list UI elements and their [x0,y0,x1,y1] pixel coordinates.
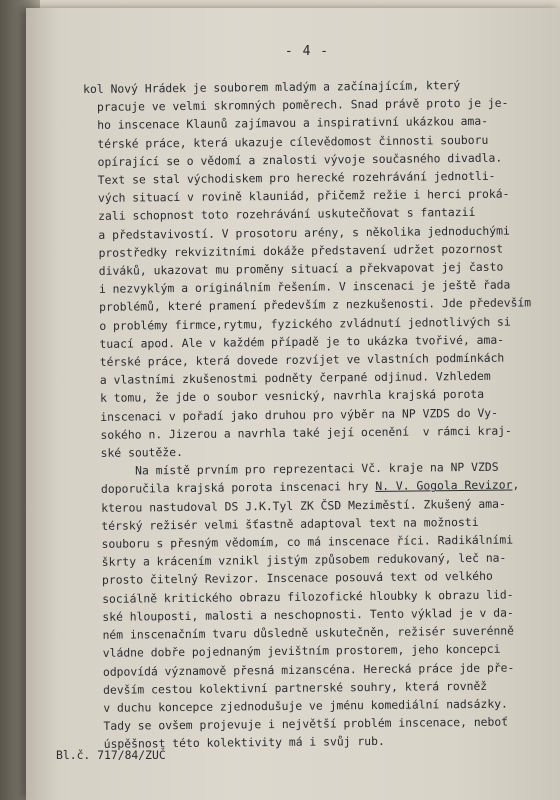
text-line: Text se stal východiskem pro herecké rozehrávání jednotli- [83,168,496,188]
text-line: sociálně kritického obrazu filozofické hloubky k obrazu lid- [88,587,514,606]
text-line: úspěšnost této kolektivity má i svůj rub. [89,734,385,752]
text-line: a představivostí. V prosotoru arény, s několika jednoduchými [84,223,510,242]
text-line: diváků, ukazovat mu proměny situací a překvapovat jej často [84,259,504,279]
text-line: térské práce, která ukazuje cílevědomost činnosti souboru [83,132,489,151]
text-line: prostředky rekvizitními dokáže představení udržet pozornost [84,241,504,260]
text-line: inscenaci v pořadí jako druhou pro výběr na NP VZDS do Vy- [86,405,499,424]
text-line: Tady se ovšem projevuje i největší problém inscenace, neboť [89,714,509,734]
text-line: i nezvyklým a originálním řešením. V inscenaci je ještě řada [85,277,511,297]
text-line: kterou nastudoval DS J.K.Tyl ZK ČSD Meziměstí. Zkušený ama- [87,496,506,515]
page-number: - 4 - [284,44,330,59]
text-line: souboru s přesným vědomím, co má inscenace říci. Radikálními [87,532,514,552]
text-line: a vlastními zkušenostmi podněty čerpané odjinud. Vzhledem [86,368,491,388]
text-line: vých situací v rovině klauniád, přičemž režie i herci proká- [84,186,510,206]
document-page [26,8,560,800]
text-line: škrty a krácením vznikl jistým způsobem redukovaný, leč na- [87,550,507,570]
text-line: ho inscenace Klaunů zajímavou a inspirativní ukázkou ama- [83,114,489,133]
text-line: ném inscenačním tvaru důsledně uskutečněn, režisér suverénně [88,623,515,643]
text-line: o problémy firmce,rytmu, fyzického zvládnutí jednotlivých si [85,314,511,333]
text-line: odpovídá významově přesná mizanscéna. Herecká práce jde pře- [89,660,515,679]
text-line: ské hlouposti, malosti a neschopnosti. Tento výklad je v da- [88,605,514,624]
text-line: sokého n. Jizerou a navrhla také její ocenění v rámci kraj- [86,423,512,442]
text-line: k tomu, že jde o soubor vesnický, navrhla krajská porota [86,387,485,406]
text-line: térské práce, která dovede rozvíjet ve vlastních podmínkách [85,350,505,370]
text-line: ské soutěže. [86,445,183,461]
text-line: térský režisér velmi šťastně adaptoval text na možnosti [87,514,479,533]
text-line: prosto čitelný Revizor. Inscenace posouvá text od velkého [88,569,493,588]
document-reference: Bl.č. 717/84/ZUČ [56,748,166,762]
text-line: problémů, které pramení především z nezkušenosti. Jde především [85,295,532,315]
text-segment: , [512,477,520,492]
text-line: Na místě prvním pro reprezentaci Vč. kraje na NP VZDS [87,459,499,479]
text-segment: doporučila krajská porota inscenaci hry [87,479,376,497]
document-body [83,75,560,753]
text-line: zali schopnost toto rozehrávání uskutečňovat s fantazií [84,205,476,224]
text-line: v duchu koncepce zjednodušuje ve jménu komediální nadsázky. [89,696,508,715]
text-line: opírající se o vědomí a znalosti vývoje současného divadla. [83,150,503,169]
text-line: devším cestou kolektivní partnerské souhry, která rovněž [89,678,488,697]
text-line: pracuje ve velmi skromných poměrech. Snad právě proto je je- [83,95,509,115]
text-line: vládne dobře pojednaným jevištním prostorem, jeho koncepci [88,641,501,661]
text-line: tuací apod. Ale v každém případě je to ukázka tvořivé, ama- [85,332,505,351]
play-title: N. V. Gogola Revizor [375,477,513,494]
text-line: kol Nový Hrádek je souborem mladým a začínajícím, který [83,78,461,96]
